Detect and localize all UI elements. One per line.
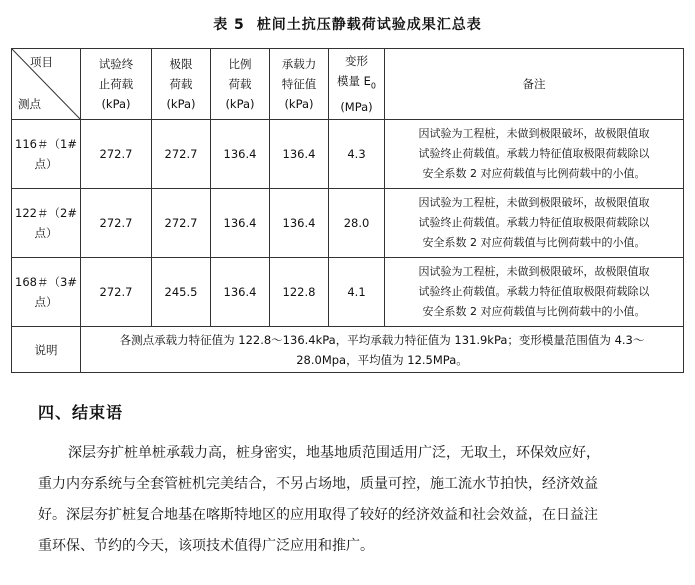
remark-cell: 因试验为工程桩，未做到极限破坏，故极限值取 试验终止荷载值。承载力特征值取极限荷载除以 安全系数 2 对应荷载值与比例荷载中的小值。: [385, 189, 684, 258]
remark-cell: 因试验为工程桩，未做到极限破坏，故极限值取 试验终止荷载值。承载力特征值取极限荷载除以 安全系数 2 对应荷载值与比例荷载中的小值。: [385, 258, 684, 327]
point-cell: 168＃（3# 点）: [12, 258, 81, 327]
remark-cell: 因试验为工程桩，未做到极限破坏，故极限值取 试验终止荷载值。承载力特征值取极限荷载除以 安全系数 2 对应荷载值与比例荷载中的小值。: [385, 120, 684, 189]
table-note-row: [12, 327, 684, 373]
table-title: 桩间土抗压静载荷试验成果汇总表: [256, 17, 482, 33]
characteristic-value-cell: 136.4: [270, 189, 329, 258]
proportional-load-cell: 136.4: [211, 189, 270, 258]
header-characteristic-value: 承载力 特征值 (kPa): [270, 49, 329, 120]
ultimate-load-cell: 245.5: [152, 258, 211, 327]
results-table: [11, 48, 684, 373]
ultimate-load-cell: 272.7: [152, 120, 211, 189]
point-cell: 122＃（2# 点）: [12, 189, 81, 258]
section-heading: 四、结束语: [38, 403, 124, 422]
table-row: [12, 120, 684, 189]
proportional-load-cell: 136.4: [211, 120, 270, 189]
paragraph-line: 重力内夯系统与全套管桩机完美结合，不另占场地，质量可控，施工流水节拍快，经济效益: [38, 476, 598, 492]
end-load-cell: 272.7: [81, 189, 152, 258]
end-load-cell: 272.7: [81, 120, 152, 189]
modulus-cell: 4.1: [329, 258, 385, 327]
proportional-load-cell: 136.4: [211, 258, 270, 327]
corner-label-point: 测点: [18, 97, 41, 111]
note-label: 说明: [12, 327, 81, 373]
modulus-cell: 4.3: [329, 120, 385, 189]
table-header-row: [12, 49, 684, 120]
modulus-cell: 28.0: [329, 189, 385, 258]
header-ultimate-load: 极限 荷载 (kPa): [152, 49, 211, 120]
paragraph-line: 重环保、节约的今天，该项技术值得广泛应用和推广。: [38, 538, 374, 554]
table-number: 表 5: [213, 17, 245, 33]
conclusion-paragraph: [38, 438, 665, 562]
note-text: 各测点承载力特征值为 122.8～136.4kPa，平均承载力特征值为 131.9kPa；变形模量范围值为 4.3～ 28.0Mpa，平均值为 12.5MPa。: [81, 327, 684, 373]
paragraph-line: 深层夯扩桩单桩承载力高，桩身密实，地基地质范围适用广泛，无取土，环保效应好，: [68, 445, 600, 461]
header-end-load: 试验终 止荷载 (kPa): [81, 49, 152, 120]
characteristic-value-cell: 122.8: [270, 258, 329, 327]
header-proportional-load: 比例 荷载 (kPa): [211, 49, 270, 120]
paragraph-line: 好。深层夯扩桩复合地基在喀斯特地区的应用取得了较好的经济效益和社会效益，在日益注: [38, 507, 598, 523]
end-load-cell: 272.7: [81, 258, 152, 327]
table-row: [12, 258, 684, 327]
point-cell: 116＃（1# 点）: [12, 120, 81, 189]
header-deformation-modulus: 变形 模量 $E_0$ (MPa): [329, 49, 385, 120]
table-caption: [0, 14, 695, 34]
table-row: [12, 189, 684, 258]
ultimate-load-cell: 272.7: [152, 189, 211, 258]
characteristic-value-cell: 136.4: [270, 120, 329, 189]
corner-cell: [12, 49, 81, 120]
corner-label-item: 项目: [30, 55, 53, 69]
header-remark: 备注: [385, 49, 684, 120]
